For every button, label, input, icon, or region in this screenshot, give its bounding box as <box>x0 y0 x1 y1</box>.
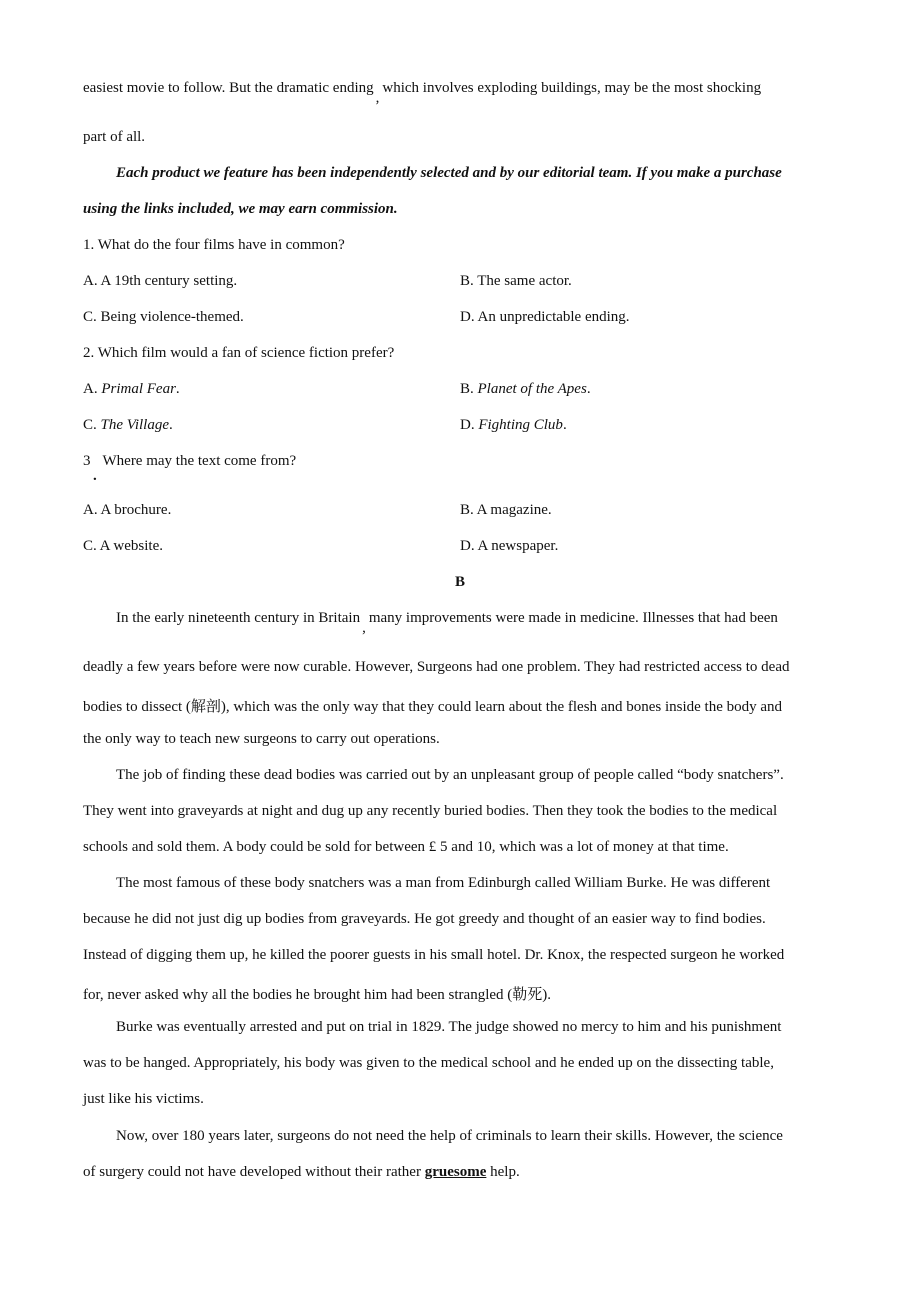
paragraph-line: schools and sold them. A body could be sold for between £ 5 and 10, which was a lot of money at that time. <box>83 839 729 855</box>
paragraph-line: Burke was eventually arrested and put on trial in 1829. The judge showed no mercy to him and his punishment <box>116 1019 782 1035</box>
question-3-stem <box>83 453 296 470</box>
film-title: The Village <box>100 417 169 433</box>
passage-a-line <box>83 80 762 106</box>
q1-option-c: C. Being violence-themed. <box>83 309 244 325</box>
text-span: of surgery could not have developed without their rather <box>83 1164 425 1180</box>
paragraph-line: because he did not just dig up bodies from graveyards. He got greedy and thought of an easier way to find bodies. <box>83 911 766 927</box>
q2-option-a <box>83 381 180 398</box>
option-letter: C. <box>83 417 101 433</box>
paragraph-line: Now, over 180 years later, surgeons do not need the help of criminals to learn their skills. However, the science <box>116 1128 783 1144</box>
paragraph-line <box>83 1164 520 1181</box>
option-letter: B. <box>460 381 478 397</box>
paragraph-line: just like his victims. <box>83 1091 204 1107</box>
question-2-stem: 2. Which film would a fan of science fiction prefer? <box>83 345 395 361</box>
q3-option-a: A. A brochure. <box>83 502 172 518</box>
q2-option-c <box>83 417 173 434</box>
paragraph-line: The most famous of these body snatchers was a man from Edinburgh called William Burke. He was different <box>116 875 771 891</box>
question-number: 3 <box>83 453 91 469</box>
question-text: Where may the text come from? <box>102 453 297 469</box>
paragraph-line: Instead of digging them up, he killed the poorer guests in his small hotel. Dr. Knox, the respected surgeon he worked <box>83 947 785 963</box>
q1-option-d: D. An unpredictable ending. <box>460 309 630 325</box>
film-title: Primal Fear <box>101 381 176 397</box>
q2-option-b <box>460 381 591 398</box>
option-period: . <box>175 381 180 397</box>
comma-mark: , <box>375 90 380 106</box>
film-title: Planet of the Apes <box>477 381 587 397</box>
q3-option-c: C. A website. <box>83 538 164 554</box>
option-letter: A. <box>83 381 102 397</box>
passage-a-line: part of all. <box>83 129 146 145</box>
q1-option-b: B. The same actor. <box>460 273 572 289</box>
option-letter: D. <box>460 417 479 433</box>
paragraph-line: deadly a few years before were now curable. However, Surgeons had one problem. They had restricted access to dead <box>83 659 790 675</box>
paragraph-line: The job of finding these dead bodies was carried out by an unpleasant group of people called “body snatchers”. <box>116 767 784 783</box>
q3-option-b: B. A magazine. <box>460 502 552 518</box>
section-heading: B <box>454 574 465 590</box>
text-span: which involves exploding buildings, may be the most shocking <box>382 80 762 96</box>
film-title: Fighting Club <box>478 417 563 433</box>
paragraph-line: bodies to dissect (解剖), which was the only way that they could learn about the flesh and bones inside the body and <box>83 699 783 715</box>
paragraph-line: for, never asked why all the bodies he brought him had been strangled (勒死). <box>83 987 552 1003</box>
paragraph-line: the only way to teach new surgeons to carry out operations. <box>83 731 440 747</box>
paragraph-line <box>116 610 778 636</box>
question-1-stem: 1. What do the four films have in common? <box>83 237 345 253</box>
disclaimer-line: Each product we feature has been independently selected and by our editorial team. If you make a purchase <box>116 165 782 181</box>
disclaimer-line: using the links included, we may earn commission. <box>83 201 398 217</box>
text-span: many improvements were made in medicine. Illnesses that had been <box>368 610 778 626</box>
text-span: In the early nineteenth century in Britain <box>116 610 361 626</box>
text-span: help. <box>486 1164 520 1180</box>
question-number-dot: . <box>93 468 97 484</box>
paragraph-line: They went into graveyards at night and dug up any recently buried bodies. Then they took the bodies to the medical <box>83 803 778 819</box>
q2-option-d <box>460 417 567 434</box>
option-period: . <box>562 417 567 433</box>
underlined-word: gruesome <box>424 1164 487 1180</box>
q1-option-a: A. A 19th century setting. <box>83 273 238 289</box>
option-period: . <box>168 417 173 433</box>
paragraph-line: was to be hanged. Appropriately, his body was given to the medical school and he ended up on the dissecting table, <box>83 1055 774 1071</box>
comma-mark: , <box>362 620 366 636</box>
text-span: easiest movie to follow. But the dramatic ending <box>83 80 374 96</box>
q3-option-d: D. A newspaper. <box>460 538 559 554</box>
option-period: . <box>586 381 591 397</box>
